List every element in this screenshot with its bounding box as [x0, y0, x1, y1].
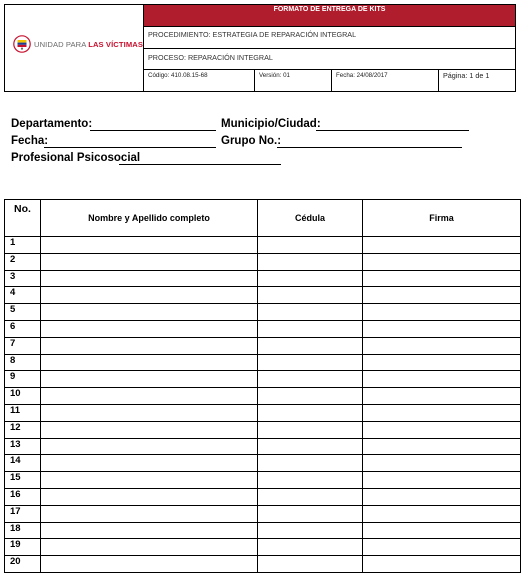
- firma-cell[interactable]: [363, 270, 521, 287]
- table-row: [5, 539, 521, 556]
- profesional-field[interactable]: [119, 163, 281, 165]
- fecha-form-label: Fecha:: [11, 135, 49, 147]
- firma-cell[interactable]: [363, 320, 521, 337]
- row-number: 16: [5, 488, 41, 505]
- document-title: FORMATO DE ENTREGA DE KITS: [144, 5, 515, 26]
- cedula-cell[interactable]: [258, 304, 363, 321]
- nombre-cell[interactable]: [41, 488, 258, 505]
- firma-cell[interactable]: [363, 421, 521, 438]
- table-body: [5, 237, 521, 573]
- nombre-cell[interactable]: [41, 404, 258, 421]
- cedula-cell[interactable]: [258, 337, 363, 354]
- firma-cell[interactable]: [363, 237, 521, 254]
- cedula-cell[interactable]: [258, 488, 363, 505]
- cedula-cell[interactable]: [258, 237, 363, 254]
- cedula-cell[interactable]: [258, 320, 363, 337]
- row-number: 10: [5, 388, 41, 405]
- row-number: 7: [5, 337, 41, 354]
- table-row: [5, 388, 521, 405]
- table-row: [5, 472, 521, 489]
- table-row: [5, 304, 521, 321]
- table-row: [5, 253, 521, 270]
- table-row: [5, 438, 521, 455]
- row-number: 17: [5, 505, 41, 522]
- row-number: 11: [5, 404, 41, 421]
- header-cedula: Cédula: [258, 200, 363, 237]
- nombre-cell[interactable]: [41, 371, 258, 388]
- firma-cell[interactable]: [363, 472, 521, 489]
- firma-cell[interactable]: [363, 455, 521, 472]
- nombre-cell[interactable]: [41, 337, 258, 354]
- firma-cell[interactable]: [363, 388, 521, 405]
- nombre-cell[interactable]: [41, 455, 258, 472]
- nombre-cell[interactable]: [41, 438, 258, 455]
- row-number: 15: [5, 472, 41, 489]
- nombre-cell[interactable]: [41, 354, 258, 371]
- nombre-cell[interactable]: [41, 421, 258, 438]
- row-number: 8: [5, 354, 41, 371]
- colombia-seal-icon: [13, 35, 31, 53]
- cedula-cell[interactable]: [258, 539, 363, 556]
- proceso-label: PROCESO: REPARACIÓN INTEGRAL: [144, 48, 515, 69]
- unidad-victimas-logo: [13, 35, 143, 53]
- departamento-field[interactable]: [90, 129, 216, 131]
- table-row: [5, 287, 521, 304]
- row-number: 14: [5, 455, 41, 472]
- nombre-cell[interactable]: [41, 237, 258, 254]
- firma-cell[interactable]: [363, 253, 521, 270]
- firma-cell[interactable]: [363, 371, 521, 388]
- table-row: [5, 354, 521, 371]
- profesional-label: Profesional Psicosocial: [11, 152, 141, 164]
- row-number: 19: [5, 539, 41, 556]
- row-number: 1: [5, 237, 41, 254]
- cedula-cell[interactable]: [258, 522, 363, 539]
- fecha-field[interactable]: [44, 146, 216, 148]
- cedula-cell[interactable]: [258, 270, 363, 287]
- table-row: [5, 371, 521, 388]
- row-number: 13: [5, 438, 41, 455]
- cedula-cell[interactable]: [258, 438, 363, 455]
- departamento-label: Departamento:: [11, 118, 93, 130]
- table-row: [5, 320, 521, 337]
- header-nombre: Nombre y Apellido completo: [41, 200, 258, 237]
- municipio-label: Municipio/Ciudad:: [221, 118, 321, 130]
- table-row: [5, 522, 521, 539]
- procedimiento-label: PROCEDIMIENTO: ESTRATEGIA DE REPARACIÓN INTEGRAL: [144, 26, 515, 48]
- header-no: No.: [5, 200, 41, 237]
- cedula-cell[interactable]: [258, 472, 363, 489]
- pagina-label: Página: 1 de 1: [438, 70, 515, 91]
- firma-cell[interactable]: [363, 438, 521, 455]
- row-number: 20: [5, 556, 41, 573]
- cedula-cell[interactable]: [258, 421, 363, 438]
- cedula-cell[interactable]: [258, 253, 363, 270]
- fecha-label: Fecha: 24/08/2017: [331, 70, 438, 91]
- nombre-cell[interactable]: [41, 505, 258, 522]
- table-row: [5, 455, 521, 472]
- table-row: [5, 237, 521, 254]
- nombre-cell[interactable]: [41, 253, 258, 270]
- table-row: [5, 337, 521, 354]
- cedula-cell[interactable]: [258, 371, 363, 388]
- nombre-cell[interactable]: [41, 539, 258, 556]
- firma-cell[interactable]: [363, 337, 521, 354]
- cedula-cell[interactable]: [258, 505, 363, 522]
- firma-cell[interactable]: [363, 556, 521, 573]
- row-number: 4: [5, 287, 41, 304]
- firma-cell[interactable]: [363, 404, 521, 421]
- firma-cell[interactable]: [363, 354, 521, 371]
- row-number: 12: [5, 421, 41, 438]
- nombre-cell[interactable]: [41, 388, 258, 405]
- grupo-label: Grupo No.:: [221, 135, 282, 147]
- municipio-field[interactable]: [316, 129, 469, 131]
- nombre-cell[interactable]: [41, 522, 258, 539]
- cedula-cell[interactable]: [258, 354, 363, 371]
- cedula-cell[interactable]: [258, 287, 363, 304]
- cedula-cell[interactable]: [258, 556, 363, 573]
- document-header: [4, 4, 516, 92]
- row-number: 3: [5, 270, 41, 287]
- table-row: [5, 270, 521, 287]
- nombre-cell[interactable]: [41, 304, 258, 321]
- logo-cell: [5, 5, 144, 91]
- cedula-cell[interactable]: [258, 404, 363, 421]
- row-number: 2: [5, 253, 41, 270]
- firma-cell[interactable]: [363, 522, 521, 539]
- codigo-label: Código: 410.08.15-68: [148, 72, 208, 79]
- nombre-cell[interactable]: [41, 287, 258, 304]
- table-row: [5, 404, 521, 421]
- nombre-cell[interactable]: [41, 270, 258, 287]
- table-row: [5, 421, 521, 438]
- document-meta-row: [144, 69, 515, 91]
- grupo-field[interactable]: [277, 146, 462, 148]
- nombre-cell[interactable]: [41, 556, 258, 573]
- cedula-cell[interactable]: [258, 455, 363, 472]
- kits-table: [4, 199, 521, 573]
- table-row: [5, 488, 521, 505]
- firma-cell[interactable]: [363, 488, 521, 505]
- nombre-cell[interactable]: [41, 320, 258, 337]
- firma-cell[interactable]: [363, 539, 521, 556]
- header-firma: Firma: [363, 200, 521, 237]
- version-label: Versión: 01: [254, 70, 331, 91]
- row-number: 9: [5, 371, 41, 388]
- firma-cell[interactable]: [363, 304, 521, 321]
- table-row: [5, 505, 521, 522]
- table-header-row: [5, 200, 521, 237]
- firma-cell[interactable]: [363, 287, 521, 304]
- row-number: 6: [5, 320, 41, 337]
- nombre-cell[interactable]: [41, 472, 258, 489]
- row-number: 18: [5, 522, 41, 539]
- cedula-cell[interactable]: [258, 388, 363, 405]
- table-row: [5, 556, 521, 573]
- firma-cell[interactable]: [363, 505, 521, 522]
- logo-text: UNIDAD PARA LAS VÍCTIMAS: [34, 39, 144, 49]
- row-number: 5: [5, 304, 41, 321]
